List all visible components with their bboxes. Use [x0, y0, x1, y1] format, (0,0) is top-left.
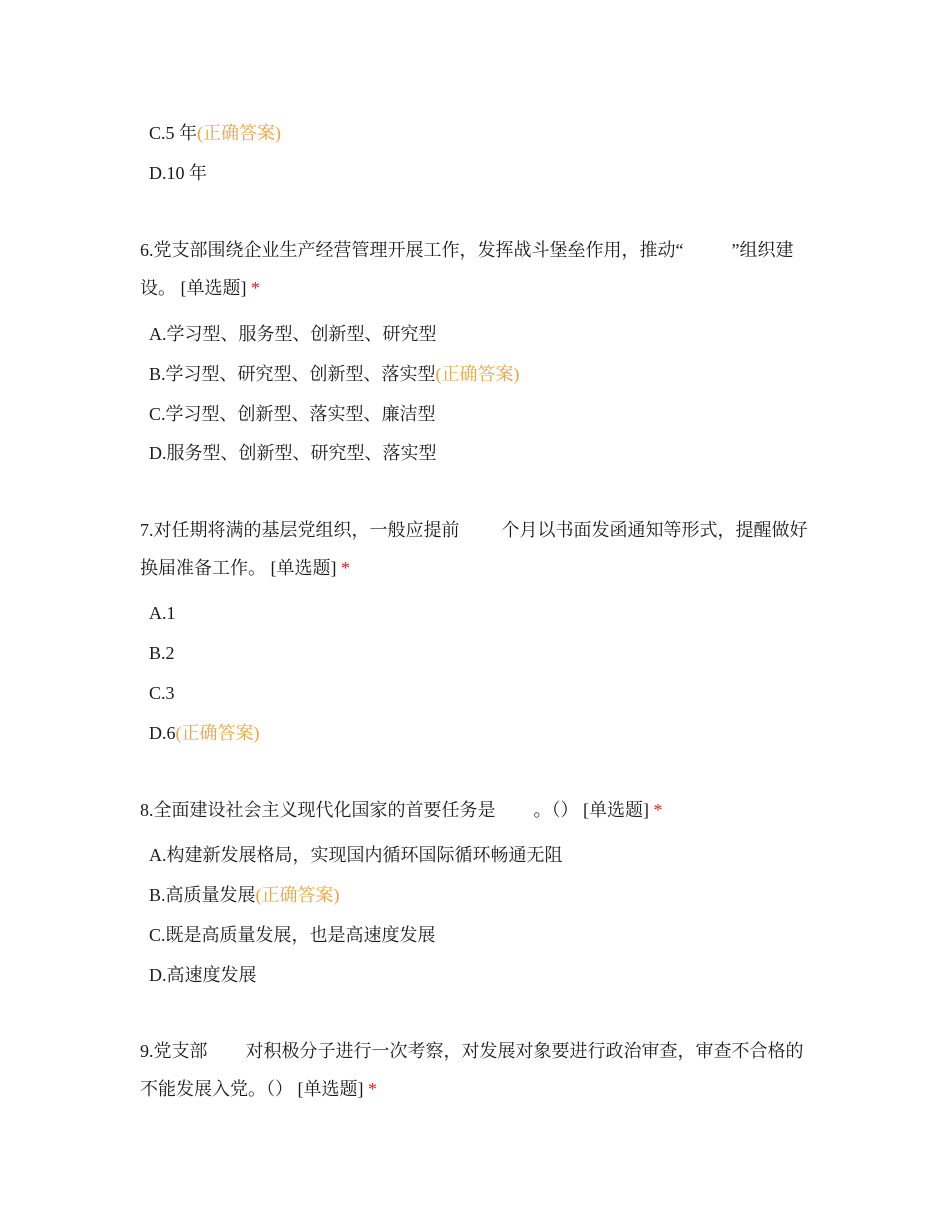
q8-option-c[interactable]: [149, 923, 436, 947]
q8-option-b[interactable]: [149, 883, 340, 907]
q8-correct-marker: (正确答案): [255, 885, 340, 905]
q8-option-d[interactable]: [149, 963, 257, 987]
q7-option-c-label: C.3: [149, 683, 175, 703]
q8-option-a-label: A.构建新发展格局，实现国内循环国际循环畅通无阻: [149, 845, 563, 865]
q6-option-c[interactable]: [149, 402, 436, 426]
q6-required-marker: *: [251, 278, 260, 298]
q8-option-a[interactable]: [149, 843, 563, 867]
q7-option-d-label: D.6: [149, 723, 176, 743]
q6-correct-marker: (正确答案): [435, 364, 520, 384]
q7-required-marker: *: [341, 558, 350, 578]
q7-title: [140, 511, 820, 587]
q5-option-d[interactable]: [149, 161, 207, 185]
q8-text-b: 。（）: [533, 800, 579, 820]
q8-option-d-label: D.高速度发展: [149, 965, 257, 985]
q6-text-b: ”组织建设。: [140, 240, 794, 298]
q6-option-a[interactable]: [149, 322, 437, 346]
q8-required-marker: *: [653, 800, 663, 820]
q6-type-tag: [单选题]: [180, 278, 247, 298]
q8-option-c-label: C.既是高质量发展，也是高速度发展: [149, 925, 436, 945]
q6-option-a-label: A.学习型、服务型、创新型、研究型: [149, 324, 437, 344]
q9-required-marker: *: [368, 1079, 377, 1099]
q6-option-d[interactable]: [149, 441, 437, 465]
q7-text-a: 7.对任期将满的基层党组织，一般应提前: [140, 520, 460, 540]
q6-option-d-label: D.服务型、创新型、研究型、落实型: [149, 443, 437, 463]
q7-option-b[interactable]: [149, 641, 175, 665]
q7-option-c[interactable]: [149, 681, 175, 705]
q7-option-a[interactable]: [149, 601, 176, 625]
q6-text-a: 6.党支部围绕企业生产经营管理开展工作，发挥战斗堡垒作用，推动“: [140, 240, 684, 260]
q8-title: [140, 791, 820, 829]
q9-title: [140, 1032, 820, 1108]
q5-correct-marker: (正确答案): [197, 123, 282, 143]
q5-option-c[interactable]: [149, 121, 281, 145]
q7-text-b: 个月以书面发函通知等形式，提醒做好换届准备工作。: [140, 520, 808, 578]
q5-option-c-label: C.5 年: [149, 123, 198, 143]
q7-option-b-label: B.2: [149, 643, 175, 663]
q9-text-a: 9.党支部: [140, 1041, 208, 1061]
q8-option-b-label: B.高质量发展: [149, 885, 256, 905]
q5-option-d-label: D.10 年: [149, 163, 207, 183]
q7-option-d[interactable]: [149, 721, 260, 745]
q9-text-b: 对积极分子进行一次考察，对发展对象要进行政治审查，审查不合格的不能发展入党。（）: [140, 1041, 804, 1099]
q9-type-tag: [单选题]: [297, 1079, 364, 1099]
q7-option-a-label: A.1: [149, 603, 176, 623]
q6-title: [140, 231, 820, 307]
q6-option-b-label: B.学习型、研究型、创新型、落实型: [149, 364, 436, 384]
q6-option-b[interactable]: [149, 362, 520, 386]
q6-option-c-label: C.学习型、创新型、落实型、廉洁型: [149, 404, 436, 424]
q8-text-a: 8.全面建设社会主义现代化国家的首要任务是: [140, 800, 496, 820]
q7-type-tag: [单选题]: [270, 558, 337, 578]
q8-type-tag: [单选题]: [583, 800, 649, 820]
q7-correct-marker: (正确答案): [175, 723, 260, 743]
